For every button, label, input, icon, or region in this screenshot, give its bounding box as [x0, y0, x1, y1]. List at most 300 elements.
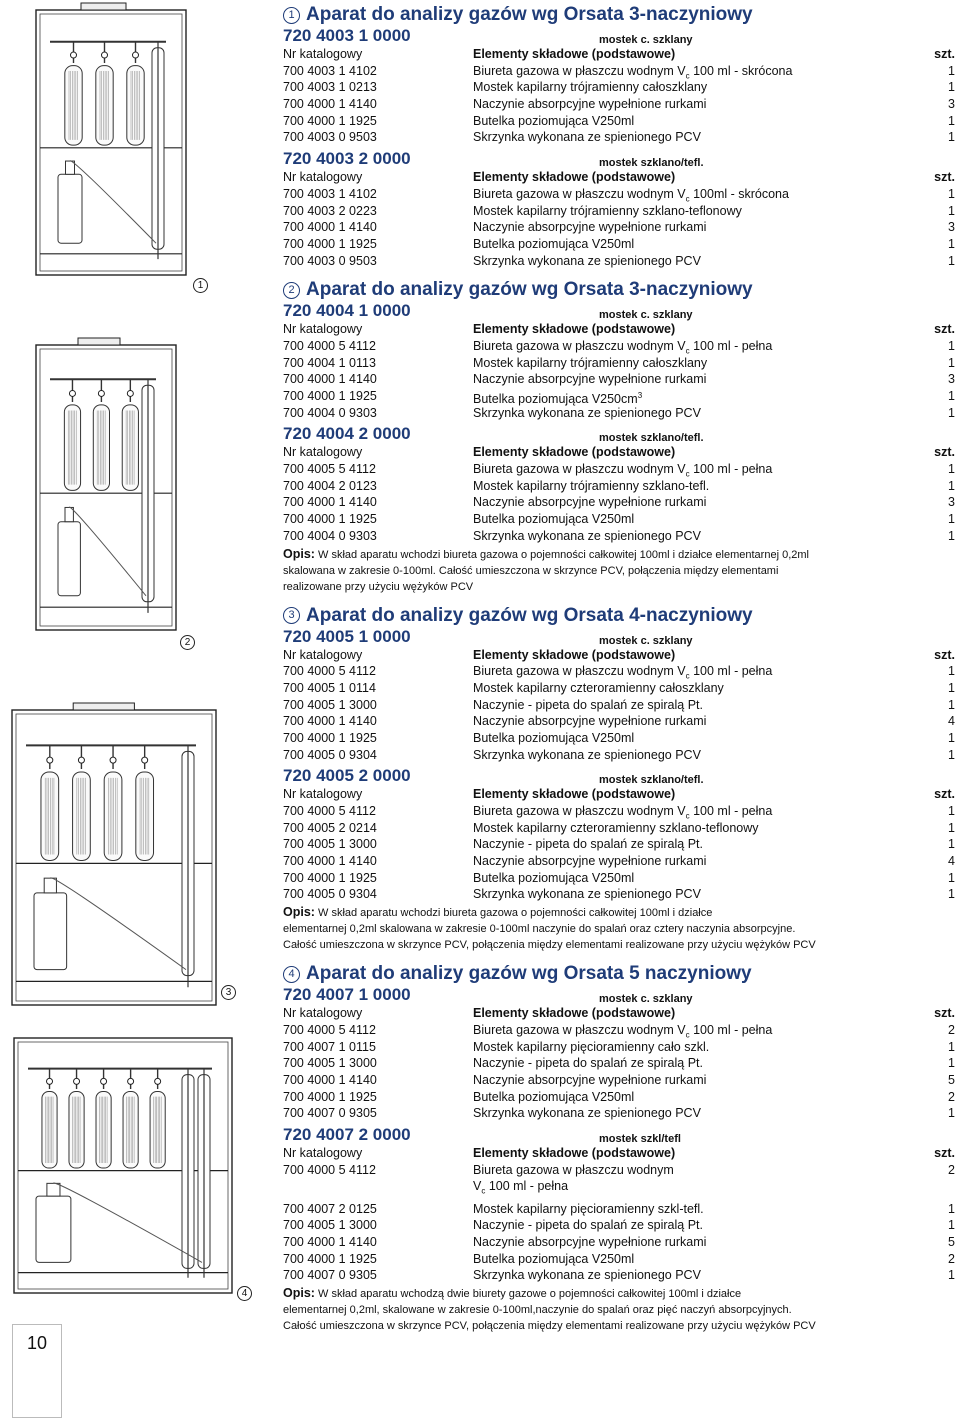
stopcock [155, 1078, 161, 1084]
component-name-text: Mostek kapilarny czteroramienny całoszklany [473, 680, 724, 695]
absorption-vessel [41, 772, 59, 861]
col-header-catalog-number: Nr katalogowy [283, 1145, 363, 1160]
subscript: c [685, 671, 690, 681]
catalog-number: 700 4005 1 3000 [283, 1056, 377, 1071]
subscript: c [685, 1030, 690, 1040]
catalog-number: 700 4003 1 4102 [283, 186, 377, 201]
superscript: 3 [637, 391, 643, 400]
description-line: elementarnej 0,2ml skalowana w zakresie 0-100ml naczynie do spalań oraz cztery naczynia absorpcyjne. [283, 923, 796, 936]
quantity: 1 [948, 870, 955, 885]
table-row [283, 1022, 955, 1039]
catalog-number: 700 4004 0 9303 [283, 528, 377, 543]
col-header-catalog-number: Nr katalogowy [283, 322, 363, 337]
catalog-number: 700 4003 1 4102 [283, 63, 377, 78]
variant-code: 720 4007 1 0000 [283, 985, 411, 1005]
catalog-number: 700 4000 1 1925 [283, 1251, 377, 1266]
catalog-number: 700 4000 1 1925 [283, 113, 377, 128]
component-name [473, 1089, 925, 1106]
component-name [473, 1267, 925, 1284]
component-name-text: Naczynie absorpcyjne wypełnione rurkami [473, 1072, 707, 1087]
stopcock [71, 52, 77, 58]
case-handle [73, 703, 134, 710]
component-name-text: Biureta gazowa w płaszczu wodnym V [473, 1022, 686, 1037]
table-row [283, 253, 955, 270]
component-name-text: Skrzynka wykonana ze spienionego PCV [473, 253, 701, 268]
component-name-text: Butelka poziomująca V250ml [473, 1251, 635, 1266]
absorption-vessel [127, 66, 144, 145]
component-name-text: Naczynie absorpcyjne wypełnione rurkami [473, 495, 707, 510]
catalog-number: 700 4000 1 4140 [283, 854, 377, 869]
absorption-vessel [150, 1092, 165, 1169]
component-name [473, 1217, 925, 1234]
quantity: 1 [948, 1218, 955, 1233]
col-header-catalog-number: Nr katalogowy [283, 445, 363, 460]
catalog-content [283, 2, 955, 1334]
subscript: c [685, 346, 690, 356]
table-row [283, 886, 955, 903]
leveling-bottle [58, 174, 82, 243]
component-name [473, 836, 925, 853]
table-row [283, 511, 955, 528]
quantity: 1 [948, 820, 955, 835]
absorption-vessel [65, 66, 82, 145]
variant-code: 720 4003 1 0000 [283, 26, 411, 45]
quantity: 3 [948, 220, 955, 235]
table-row [283, 836, 955, 853]
component-name-text: Mostek kapilarny trójramienny szklano-tefl. [473, 478, 710, 493]
col-header-catalog-number: Nr katalogowy [283, 647, 363, 662]
table-row [283, 697, 955, 714]
component-name-text: Mostek kapilarny trójramienny szklano-teflonowy [473, 203, 742, 218]
component-name-text: Butelka poziomująca V250ml [473, 730, 635, 745]
table-row [283, 96, 955, 113]
quantity: 1 [948, 186, 955, 201]
quantity: 1 [948, 804, 955, 818]
col-header-quantity: szt. [934, 170, 955, 185]
quantity: 4 [948, 854, 955, 869]
table-row [283, 494, 955, 511]
apparatus-drawings [0, 0, 268, 1421]
component-name [473, 663, 925, 680]
component-name [473, 803, 925, 820]
table-row [283, 1217, 955, 1234]
component-name [473, 697, 925, 714]
component-name [473, 1162, 925, 1201]
section-title-text: Aparat do analizy gazów wg Orsata 5 naczyniowy [306, 963, 752, 985]
quantity: 1 [948, 253, 955, 268]
page-number: 10 [26, 1333, 48, 1353]
section-title [283, 3, 955, 27]
table-row [283, 236, 955, 253]
component-name [473, 1201, 925, 1218]
component-name [473, 730, 925, 747]
bridge-type: mostek szklano/tefl. [599, 157, 704, 170]
variant-code: 720 4007 2 0000 [283, 1124, 411, 1144]
table-row [283, 853, 955, 870]
variant-heading [283, 302, 955, 321]
table-row [283, 1201, 955, 1218]
quantity: 1 [948, 680, 955, 695]
quantity: 2 [948, 1162, 955, 1177]
component-name [473, 253, 925, 270]
component-name-text: Naczynie absorpcyjne wypełnione rurkami [473, 1234, 707, 1249]
col-header-components: Elementy składowe (podstawowe) [473, 1145, 676, 1160]
catalog-number: 700 4000 1 1925 [283, 870, 377, 885]
absorption-vessel [96, 66, 113, 145]
table-row [283, 478, 955, 495]
component-name-text: Naczynie - pipeta do spalań ze spiralą Pt. [473, 697, 703, 712]
variant-code: 720 4005 1 0000 [283, 626, 411, 646]
component-name-text: Skrzynka wykonana ze spienionego PCV [473, 528, 701, 543]
component-name-text: Mostek kapilarny pięcioramienny cało szkl. [473, 1039, 710, 1054]
stopcock [127, 390, 133, 396]
stopcock [78, 757, 84, 763]
bottle-neck [47, 1183, 60, 1196]
table-row [283, 63, 955, 80]
col-header-catalog-number: Nr katalogowy [283, 170, 363, 185]
table-row [283, 1162, 955, 1201]
quantity: 1 [948, 697, 955, 712]
section-title [283, 604, 955, 628]
table-row [283, 461, 955, 478]
quantity: 3 [948, 495, 955, 510]
table-header [283, 647, 955, 664]
quantity: 1 [948, 1056, 955, 1071]
catalog-number: 700 4000 1 4140 [283, 1234, 377, 1249]
quantity: 4 [948, 714, 955, 729]
variant-heading [283, 150, 955, 169]
catalog-number: 700 4000 1 1925 [283, 730, 377, 745]
quantity: 1 [948, 203, 955, 218]
col-header-quantity: szt. [934, 1145, 955, 1160]
quantity: 1 [948, 747, 955, 762]
catalog-number: 700 4000 1 1925 [283, 236, 377, 251]
absorption-vessel [93, 405, 109, 491]
catalog-number: 700 4005 1 3000 [283, 837, 377, 852]
quantity: 1 [948, 1106, 955, 1121]
description-label: Opis: [283, 1285, 315, 1300]
catalog-number: 700 4004 2 0123 [283, 478, 377, 493]
bridge-type: mostek c. szklany [599, 634, 693, 647]
component-name [473, 1022, 925, 1039]
col-header-quantity: szt. [934, 445, 955, 460]
leveling-bottle [34, 893, 67, 970]
component-name [473, 1105, 925, 1122]
component-name [473, 79, 925, 96]
stopcock [110, 757, 116, 763]
table-row [283, 405, 955, 422]
bridge-type: mostek c. szklany [599, 34, 693, 46]
col-header-components: Elementy składowe (podstawowe) [473, 322, 676, 337]
component-name-text: Naczynie - pipeta do spalań ze spiralą Pt. [473, 1056, 703, 1071]
table-row [283, 1105, 955, 1122]
stopcock [47, 757, 53, 763]
description [283, 1285, 955, 1334]
table-row [283, 338, 955, 355]
variant-code: 720 4004 1 0000 [283, 301, 411, 321]
quantity: 1 [948, 512, 955, 527]
component-name [473, 1234, 925, 1251]
description-line: realizowane przy użyciu wężyków PCV [283, 580, 474, 593]
table-row [283, 1251, 955, 1268]
component-name-text: Naczynie - pipeta do spalań ze spiralą Pt. [473, 837, 703, 852]
col-header-catalog-number: Nr katalogowy [283, 787, 363, 802]
component-name-text: Biureta gazowa w płaszczu wodnym V [473, 63, 686, 78]
stopcock [128, 1078, 134, 1084]
catalog-number: 700 4003 2 0223 [283, 203, 377, 218]
quantity: 2 [948, 1089, 955, 1104]
component-name-text: Biureta gazowa w płaszczu wodnym [473, 1162, 674, 1177]
component-name-text: Butelka poziomująca V250ml [473, 512, 635, 527]
component-name-tail: 100 ml - pełna [689, 1022, 773, 1037]
catalog-number: 700 4005 0 9304 [283, 747, 377, 762]
quantity: 1 [948, 528, 955, 543]
quantity: 2 [948, 1022, 955, 1037]
table-row [283, 186, 955, 203]
catalog-number: 700 4000 1 1925 [283, 389, 377, 403]
component-name [473, 388, 925, 405]
catalog-number: 700 4007 2 0125 [283, 1201, 377, 1216]
quantity: 1 [948, 113, 955, 128]
col-header-components: Elementy składowe (podstawowe) [473, 1006, 676, 1021]
catalog-number: 700 4000 1 4140 [283, 1072, 377, 1087]
section-number-badge: 3 [283, 607, 300, 624]
component-name-text: Biureta gazowa w płaszczu wodnym V [473, 804, 686, 818]
catalog-number: 700 4000 1 1925 [283, 1089, 377, 1104]
case-handle [78, 338, 120, 345]
quantity: 1 [948, 63, 955, 78]
quantity: 3 [948, 97, 955, 112]
figure-label-1: 1 [193, 278, 208, 293]
component-name [473, 820, 925, 837]
table-row [283, 355, 955, 372]
subscript: c [685, 811, 690, 821]
table-row [283, 371, 955, 388]
catalog-number: 700 4004 0 9303 [283, 405, 377, 420]
stopcock [101, 1078, 107, 1084]
table-row [283, 219, 955, 236]
table-row [283, 388, 955, 405]
quantity: 1 [948, 1268, 955, 1283]
volume-symbol: V [473, 1179, 482, 1194]
section-1 [283, 3, 955, 269]
section-4 [283, 953, 955, 1334]
table-header [283, 321, 955, 338]
component-name [473, 528, 925, 545]
component-name-text: Butelka poziomująca V250ml [473, 236, 635, 251]
col-header-components: Elementy składowe (podstawowe) [473, 445, 676, 460]
bottle-neck [44, 878, 56, 893]
quantity: 3 [948, 372, 955, 387]
bridge-type: mostek szklano/tefl. [599, 774, 704, 787]
catalog-number: 700 4000 5 4112 [283, 1022, 376, 1037]
table-row [283, 713, 955, 730]
table-row [283, 1039, 955, 1056]
section-title [283, 962, 955, 986]
component-name-text: Butelka poziomująca V250ml [473, 113, 635, 128]
component-name-text: Mostek kapilarny trójramienny całoszklany [473, 355, 708, 370]
component-name [473, 1251, 925, 1268]
section-spacer [283, 269, 955, 277]
col-header-quantity: szt. [934, 1006, 955, 1021]
component-name [473, 113, 925, 130]
table-row [283, 747, 955, 764]
col-header-quantity: szt. [934, 647, 955, 662]
description-line: Całość umieszczona w skrzynce PCV, połączenia między elementami realizowane przy użyciu wężyków PCV [283, 1319, 816, 1332]
absorption-vessel [42, 1092, 57, 1169]
table-row [283, 663, 955, 680]
description-label: Opis: [283, 546, 315, 561]
col-header-catalog-number: Nr katalogowy [283, 1006, 363, 1021]
component-name [473, 338, 925, 355]
col-header-quantity: szt. [934, 47, 955, 61]
component-name-text: Butelka poziomująca V250ml [473, 1089, 635, 1104]
component-name-tail: 100 ml - skrócona [689, 63, 793, 78]
component-name [473, 747, 925, 764]
component-name-text: Skrzynka wykonana ze spienionego PCV [473, 747, 701, 762]
table-row [283, 129, 955, 146]
quantity: 1 [948, 887, 955, 902]
quantity: 5 [948, 1234, 955, 1249]
component-name [473, 186, 925, 203]
table-header [283, 1005, 955, 1022]
component-name-text: Naczynie absorpcyjne wypełnione rurkami [473, 97, 707, 112]
description-line: elementarnej 0,2ml, skalowane w zakresie 0-100ml,naczynie do spalań oraz pięć naczyń absorpcyjnych. [283, 1303, 792, 1316]
catalog-number: 700 4000 1 4140 [283, 714, 377, 729]
subscript: c [685, 469, 690, 479]
table-row [283, 79, 955, 96]
table-row [283, 803, 955, 820]
table-row [283, 113, 955, 130]
description-line: W skład aparatu wchodzi biureta gazowa o pojemności całkowitej 100ml i działce elementarnej 0,2ml [314, 548, 809, 561]
table-row [283, 203, 955, 220]
table-header [283, 169, 955, 186]
figure-label-3: 3 [221, 985, 236, 1000]
catalog-number: 700 4000 5 4112 [283, 664, 376, 679]
component-name-text: Skrzynka wykonana ze spienionego PCV [473, 887, 701, 902]
description-line: skalowana w zakresie 0-100ml. Całość umieszczona w skrzynce PCV, połączenia między elementami [283, 564, 779, 577]
bridge-type: mostek c. szklany [599, 309, 693, 322]
table-header [283, 46, 955, 63]
component-name [473, 96, 925, 113]
component-name-tail: 100 ml - pełna [689, 462, 773, 477]
table-row [283, 820, 955, 837]
quantity: 1 [948, 462, 955, 477]
bridge-type: mostek c. szklany [599, 993, 693, 1006]
component-name [473, 1055, 925, 1072]
catalog-number: 700 4007 1 0115 [283, 1039, 376, 1054]
component-name [473, 494, 925, 511]
quantity: 1 [948, 338, 955, 353]
component-name-text: Skrzynka wykonana ze spienionego PCV [473, 1106, 701, 1121]
component-name [473, 511, 925, 528]
table-row [283, 528, 955, 545]
quantity: 5 [948, 1072, 955, 1087]
component-name-text: Naczynie absorpcyjne wypełnione rurkami [473, 372, 707, 387]
description-line: W skład aparatu wchodzą dwie biurety gazowe o pojemności całkowitej 100ml i działce [314, 1287, 742, 1300]
leveling-bottle [58, 522, 80, 596]
quantity: 1 [948, 730, 955, 745]
page-tab [12, 1324, 62, 1418]
description-label: Opis: [283, 905, 315, 920]
col-header-catalog-number: Nr katalogowy [283, 47, 363, 61]
quantity: 2 [948, 1251, 955, 1266]
description-line: W skład aparatu wchodzi biureta gazowa o pojemności całkowitej 100ml i działce [314, 907, 713, 920]
col-header-components: Elementy składowe (podstawowe) [473, 47, 676, 61]
absorption-vessel [69, 1092, 84, 1169]
component-name [473, 63, 925, 80]
component-name-tail: 100 ml - pełna [689, 804, 773, 818]
section-number-badge: 2 [283, 282, 300, 299]
catalog-number: 700 4005 1 3000 [283, 1218, 377, 1233]
absorption-vessel [136, 772, 154, 861]
table-row [283, 1234, 955, 1251]
leveling-bottle [36, 1196, 71, 1262]
component-name [473, 371, 925, 388]
quantity: 1 [948, 405, 955, 420]
table-row [283, 1089, 955, 1106]
section-title-text: Aparat do analizy gazów wg Orsata 4-naczyniowy [306, 604, 753, 626]
component-name-tail: 100 ml - pełna [689, 338, 773, 353]
component-name-text: Naczynie - pipeta do spalań ze spiralą Pt. [473, 1218, 703, 1233]
figure-label-2: 2 [180, 635, 195, 650]
bridge-type: mostek szkl/tefl [599, 1132, 681, 1145]
description-line: Całość umieszczona w skrzynce PCV, połączenia między elementami realizowane przy użyciu wężyków PCV [283, 939, 816, 952]
component-name [473, 129, 925, 146]
table-row [283, 680, 955, 697]
case-handle [81, 3, 126, 10]
section-title [283, 278, 955, 302]
component-name-tail: 100 ml - pełna [689, 664, 773, 679]
subscript: c [481, 1186, 486, 1196]
component-name [473, 680, 925, 697]
component-name-text: Butelka poziomująca V250ml [473, 870, 635, 885]
component-name [473, 461, 925, 478]
col-header-quantity: szt. [934, 787, 955, 802]
catalog-number: 700 4003 0 9503 [283, 253, 377, 268]
stopcock [47, 1078, 53, 1084]
component-name [473, 713, 925, 730]
subscript: c [685, 194, 690, 204]
quantity: 1 [948, 389, 955, 403]
stopcock [133, 52, 139, 58]
quantity: 1 [948, 80, 955, 95]
component-name-text: Skrzynka wykonana ze spienionego PCV [473, 1268, 701, 1283]
section-spacer [283, 595, 955, 603]
stopcock [74, 1078, 80, 1084]
component-name [473, 405, 925, 422]
quantity: 1 [948, 130, 955, 145]
figure-label-4: 4 [237, 1286, 252, 1301]
catalog-number: 700 4007 0 9305 [283, 1106, 377, 1121]
description [283, 546, 955, 595]
component-name-text: Mostek kapilarny trójramienny całoszklany [473, 80, 708, 95]
description [283, 904, 955, 953]
col-header-components: Elementy składowe (podstawowe) [473, 647, 676, 662]
catalog-number: 700 4000 1 4140 [283, 220, 377, 235]
catalog-number: 700 4000 5 4112 [283, 1162, 376, 1177]
variant-code: 720 4005 2 0000 [283, 766, 411, 786]
section-3 [283, 595, 955, 954]
stopcock [98, 390, 104, 396]
catalog-number: 700 4005 0 9304 [283, 887, 377, 902]
catalog-number: 700 4005 1 3000 [283, 697, 377, 712]
catalog-number: 700 4003 1 0213 [283, 80, 377, 95]
catalog-number: 700 4005 5 4112 [283, 462, 376, 477]
component-name-text: Naczynie absorpcyjne wypełnione rurkami [473, 714, 707, 729]
quantity: 1 [948, 1039, 955, 1054]
table-row [283, 1072, 955, 1089]
